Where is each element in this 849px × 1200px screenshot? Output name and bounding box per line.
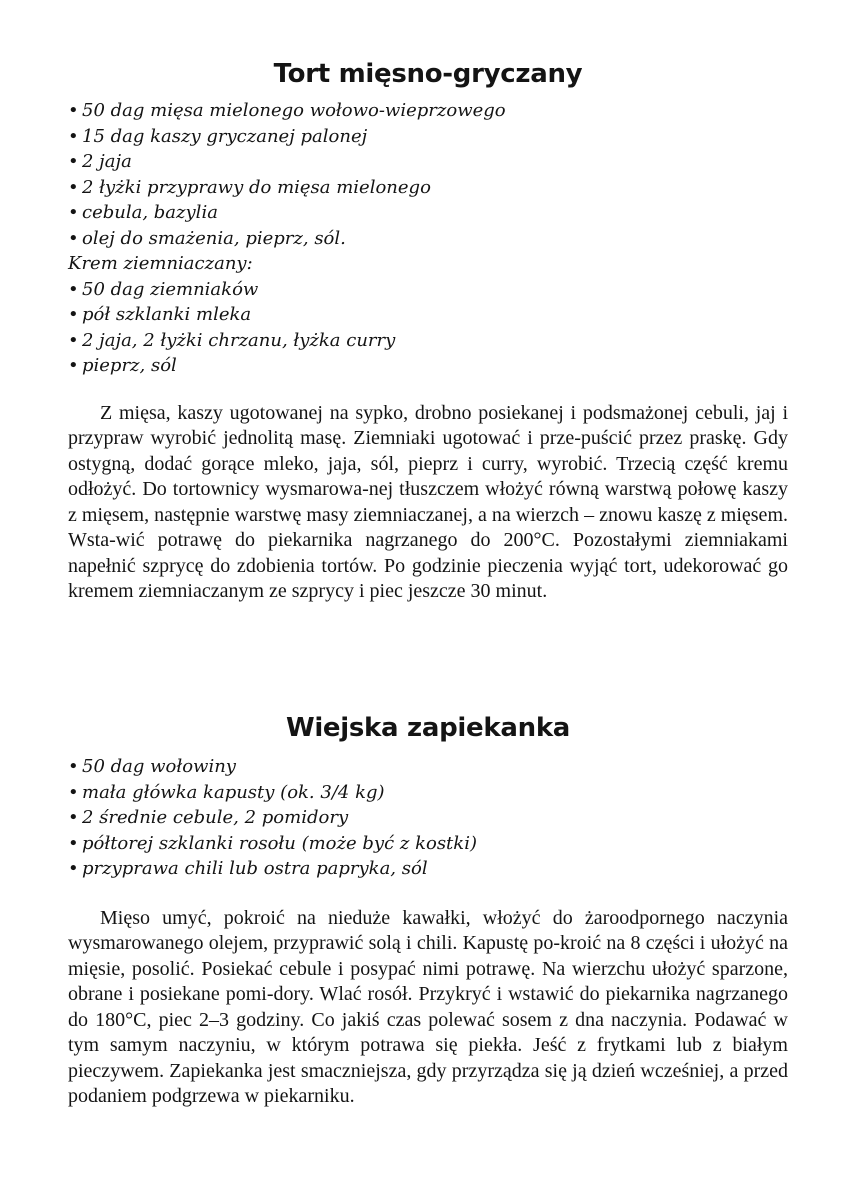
recipe-title: Tort mięsno-gryczany	[273, 59, 583, 89]
ingredient-item: • 2 łyżki przyprawy do mięsa mielonego	[68, 175, 788, 201]
ingredient-item: • cebula, bazylia	[68, 200, 788, 226]
ingredient-item: • przyprawa chili lub ostra papryka, sól	[68, 856, 788, 882]
ingredient-item: • półtorej szklanki rosołu (może być z kostki)	[68, 831, 788, 857]
ingredient-item: • pół szklanki mleka	[68, 302, 788, 328]
recipe-title: Wiejska zapiekanka	[285, 713, 571, 743]
ingredient-item: • 50 dag wołowiny	[68, 754, 788, 780]
recipe-tort-miesno-gryczany	[68, 56, 788, 605]
ingredient-item: • pieprz, sól	[68, 353, 788, 379]
cream-ingredient-list	[68, 277, 788, 379]
cream-subheading: Krem ziemniaczany:	[68, 253, 253, 274]
recipe-wiejska-zapiekanka	[68, 710, 788, 1110]
recipe-instructions: Z mięsa, kaszy ugotowanej na sypko, drobno posiekanej i podsmażonej cebuli, jaj i przypraw wyrobić jednolitą masę. Ziemniaki ugotować i prze-puścić przez praskę. Gdy ostygną, dodać gorące mleko, jaja, sól, pieprz i curry, wyrobić. Trzecią część kremu odłożyć. Do tortownicy wysmarowa-nej tłuszczem włożyć równą warstwą połowę kaszy z mięsem, następnie warstwę masy ziemniaczanej, a na wierzch – znowu kaszę z mięsem. Wsta-wić potrawę do piekarnika nagrzanego do 200°C. Pozostałymi ziemniakami napełnić szprycę do zdobienia tortów. Po godzinie pieczenia wyjąć tort, udekorować go kremem ziemniaczanym ze szprycy i piec jeszcze 30 minut.	[68, 401, 788, 602]
ingredient-item: • 2 średnie cebule, 2 pomidory	[68, 805, 788, 831]
ingredient-item: • 50 dag ziemniaków	[68, 277, 788, 303]
ingredient-item: • 50 dag mięsa mielonego wołowo-wieprzowego	[68, 98, 788, 124]
ingredient-item: • 15 dag kaszy gryczanej palonej	[68, 124, 788, 150]
ingredient-list	[68, 98, 788, 251]
ingredient-list	[68, 754, 788, 882]
ingredient-item: • mała główka kapusty (ok. 3/4 kg)	[68, 780, 788, 806]
ingredient-item: • olej do smażenia, pieprz, sól.	[68, 226, 788, 252]
ingredient-item: • 2 jaja, 2 łyżki chrzanu, łyżka curry	[68, 328, 788, 354]
recipe-instructions: Mięso umyć, pokroić na nieduże kawałki, włożyć do żaroodpornego naczynia wysmarowanego olejem, przyprawić solą i chili. Kapustę po-kroić na 8 części i ułożyć na mięsie, posolić. Posiekać cebule i posypać nimi potrawę. Na wierzchu ułożyć sparzone, obrane i posiekane pomi-dory. Wlać rosół. Przykryć i wstawić do piekarnika nagrzanego do 180°C, piec 2–3 godziny. Co jakiś czas polewać sosem z dna naczynia. Podawać w tym samym naczyniu, w którym potrawa się piekła. Jeść z frytkami lub z białym pieczywem. Zapiekanka jest smaczniejsza, gdy przyrządza się ją dzień wcześniej, a przed podaniem podgrzewa w piekarniku.	[68, 906, 788, 1107]
ingredient-item: • 2 jaja	[68, 149, 788, 175]
